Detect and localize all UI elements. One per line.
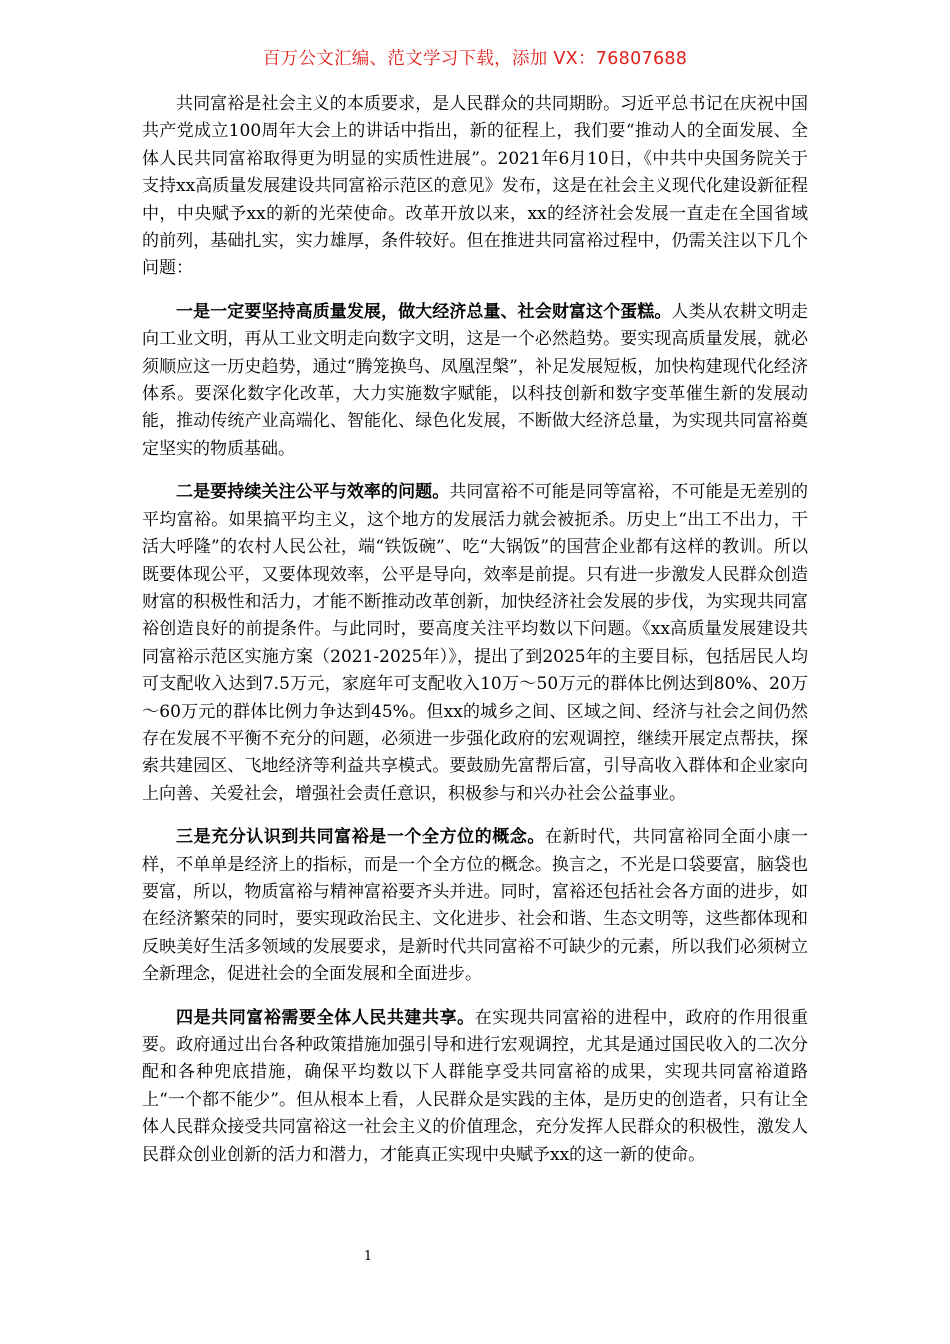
promo-banner: 百万公文汇编、范文学习下载，添加 VX：76807688: [262, 49, 688, 69]
paragraph-point-1: [142, 299, 808, 463]
paragraph-point-4: [142, 1005, 808, 1169]
article-body: [142, 91, 808, 1185]
paragraph-text: 人类从农耕文明走向工业文明，再从工业文明走向数字文明，这是一个必然趋势。要实现高质量发展，就必须顺应这一历史趋势，通过“腾笼换鸟、凤凰涅槃”，补足发展短板，加快构建现代化经济体系。要深化数字化改革，大力实施数字赋能，以科技创新和数字变革催生新的发展动能，推动传统产业高端化、智能化、绿色化发展，不断做大经济总量，为实现共同富裕奠定坚实的物质基础。: [142, 301, 809, 459]
paragraph-point-3: [142, 824, 808, 988]
paragraph-text: 在新时代，共同富裕同全面小康一样，不单单是经济上的指标，而是一个全方位的概念。换言之，不光是口袋要富，脑袋也要富，所以，物质富裕与精神富裕要齐头并进。同时，富裕还包括社会各方面的进步，如在经济繁荣的同时，要实现政治民主、文化进步、社会和谐、生态文明等，这些都体现和反映美好生活多领域的发展要求，是新时代共同富裕不可缺少的元素，所以我们必须树立全新理念，促进社会的全面发展和全面进步。: [142, 827, 808, 985]
paragraph-text: 共同富裕是社会主义的本质要求，是人民群众的共同期盼。习近平总书记在庆祝中国共产党成立100周年大会上的讲话中指出，新的征程上，我们要“推动人的全面发展、全体人民共同富裕取得更为明显的实质性进展”。2021年6月10日，《中共中央国务院关于支持xx高质量发展建设共同富裕示范区的意见》发布，这是在社会主义现代化建设新征程中，中央赋予xx的新的光荣使命。改革开放以来，xx的经济社会发展一直走在全国省域的前列，基础扎实，实力雄厚，条件较好。但在推进共同富裕过程中，仍需关注以下几个问题：: [142, 94, 808, 279]
paragraph-text: 在实现共同富裕的进程中，政府的作用很重要。政府通过出台各种政策措施加强引导和进行宏观调控，尤其是通过国民收入的二次分配和各种兜底措施，确保平均数以下人群能享受共同富裕的成果，实现共同富裕道路上“一个都不能少”。但从根本上看，人民群众是实践的主体，是历史的创造者，只有让全体人民群众接受共同富裕这一社会主义的价值理念，充分发挥人民群众的积极性，激发人民群众创业创新的活力和潜力，才能真正实现中央赋予xx的这一新的使命。: [142, 1007, 809, 1165]
paragraph-lead: 二是要持续关注公平与效率的问题。: [176, 482, 450, 503]
paragraph-lead: 三是充分认识到共同富裕是一个全方位的概念。: [176, 827, 545, 848]
paragraph-lead: 一是一定要坚持高质量发展，做大经济总量、社会财富这个蛋糕。: [176, 301, 672, 322]
paragraph-lead: 四是共同富裕需要全体人民共建共享。: [176, 1007, 475, 1028]
paragraph-point-2: [142, 479, 808, 808]
page-number: 1: [363, 1249, 373, 1264]
paragraph-text: 共同富裕不可能是同等富裕，不可能是无差别的平均富裕。如果搞平均主义，这个地方的发展活力就会被扼杀。历史上“出工不出力，干活大呼隆”的农村人民公社，端“铁饭碗”、吃“大锅饭”的国营企业都有这样的教训。所以既要体现公平，又要体现效率，公平是导向，效率是前提。只有进一步激发人民群众创造财富的积极性和活力，才能不断推动改革创新，加快经济社会发展的步伐，为实现共同富裕创造良好的前提条件。与此同时，要高度关注平均数以下问题。《xx高质量发展建设共同富裕示范区实施方案（2021-2025年）》，提出了到2025年的主要目标，包括居民人均可支配收入达到7.5万元，家庭年可支配收入10万～50万元的群体比例达到80%、20万～60万元的群体比例力争达到45%。但xx的城乡之间、区域之间、经济与社会之间仍然存在发展不平衡不充分的问题，必须进一步强化政府的宏观调控，继续开展定点帮扶，探索共建园区、飞地经济等利益共享模式。要鼓励先富帮后富，引导高收入群体和企业家向上向善、关爱社会，增强社会责任意识，积极参与和兴办社会公益事业。: [142, 482, 809, 804]
paragraph-intro: [142, 91, 808, 283]
